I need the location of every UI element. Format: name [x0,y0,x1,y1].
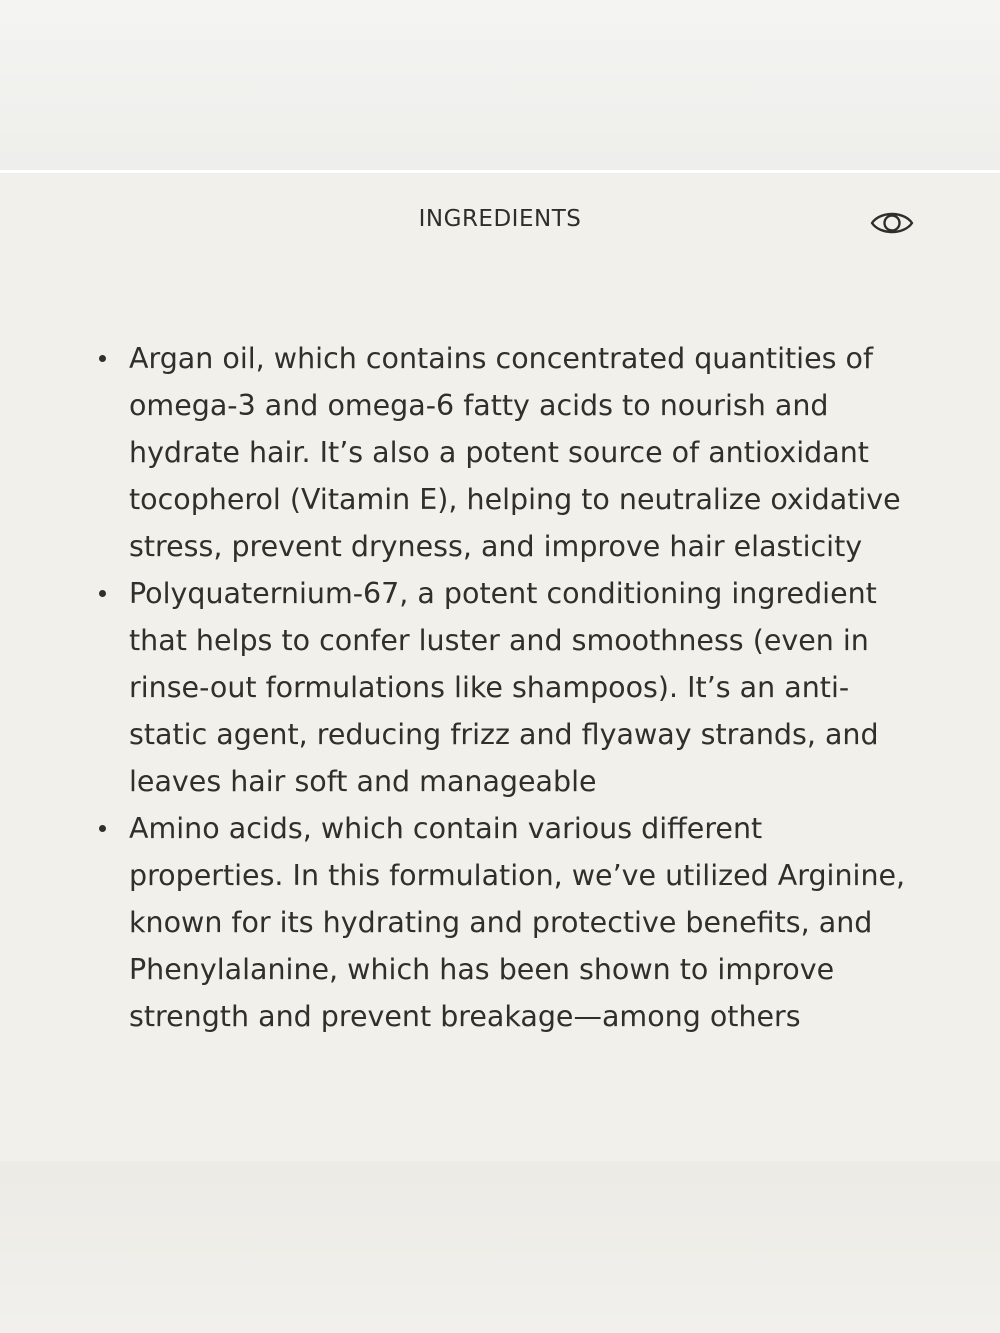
ingredient-item-polyquaternium-67 [97,570,917,805]
page-top-background [0,0,1000,171]
ingredients-panel[interactable] [0,173,1000,1161]
ingredient-text: Polyquaternium-67, a potent conditioning ingredient that helps to confer luster and smoothness (even in rinse-out formulations like shampoos). It’s an anti-static agent, reducing frizz and flyaway strands, and leaves hair soft and manageable [129,577,879,798]
ingredient-text: Argan oil, which contains concentrated quantities of omega-3 and omega-6 fatty acids to nourish and hydrate hair. It’s also a potent source of antioxidant tocopherol (Vitamin E), helping to neutralize oxidative stress, prevent dryness, and improve hair elasticity [129,342,901,563]
eye-icon-graphic [868,206,916,240]
ingredient-item-argan-oil [97,335,917,570]
bullet-icon [99,825,106,832]
ingredients-title: INGREDIENTS [418,206,582,232]
bullet-icon [99,590,106,597]
ingredients-list [97,335,917,1040]
page-bottom-background [0,1161,1000,1333]
ingredient-item-amino-acids [97,805,917,1040]
ingredient-text: Amino acids, which contain various different properties. In this formulation, we’ve utilized Arginine, known for its hydrating and protective benefits, and Phenylalanine, which has been shown to improve strength and prevent breakage—among others [129,812,906,1033]
bullet-icon [99,355,106,362]
eye-icon[interactable] [868,206,916,240]
ingredients-header[interactable] [0,173,1000,273]
